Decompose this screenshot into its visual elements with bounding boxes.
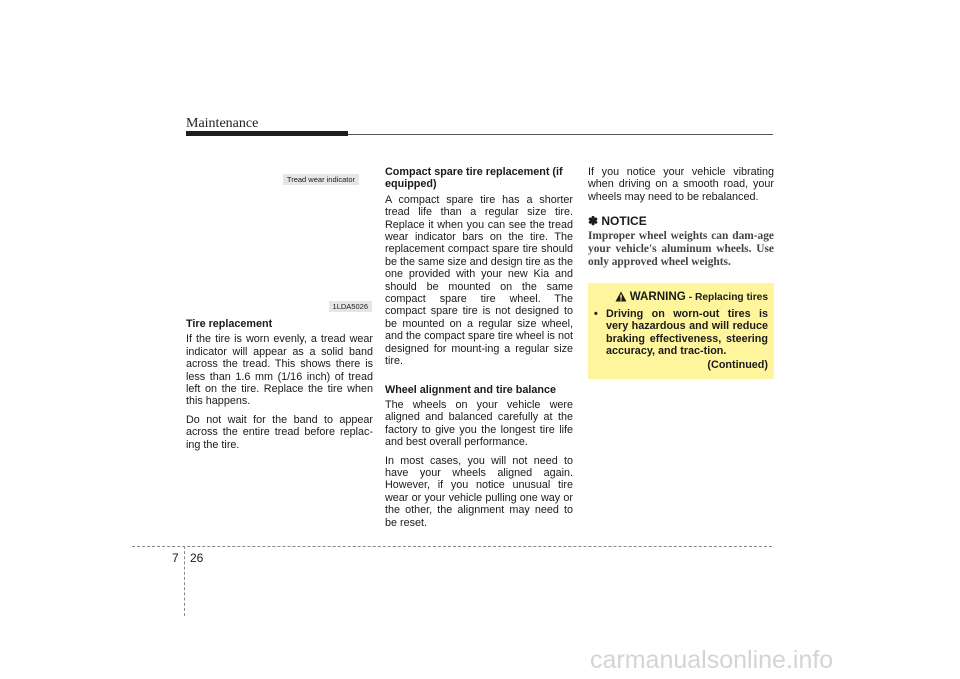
wheel-alignment-paragraph: The wheels on your vehicle were aligned and balanced carefully at the factory to give you the longest tire life and best overall performance. — [385, 398, 573, 449]
column-3 — [588, 166, 774, 379]
tread-wear-figure — [186, 170, 373, 314]
warning-subtitle: - Replacing tires — [688, 291, 768, 303]
wheel-alignment-heading: Wheel alignment and tire balance — [385, 383, 556, 396]
header-bar — [186, 131, 348, 136]
notice-title: ✽ NOTICE — [588, 214, 647, 229]
chapter-number: 7 — [172, 551, 179, 565]
continued-label: (Continued) — [707, 358, 768, 371]
notice-body: Improper wheel weights can dam-age your vehicle's aluminum wheels. Use only approved wheel weights. — [588, 229, 774, 268]
wheel-alignment-paragraph-2: In most cases, you will not need to have your wheels aligned again. However, if you notice unusual tire wear or your vehicle pulling one way or the other, the alignment may need to be reset. — [385, 454, 573, 529]
warning-item — [594, 308, 768, 358]
tire-replacement-heading: Tire replacement — [186, 318, 273, 330]
tire-replacement-paragraph: If the tire is worn evenly, a tread wear indicator will appear as a solid band across the tread. This shows there is less than 1.6 mm (1/16 inch) of tread left on the tire. Replace the tire when this happens. — [186, 333, 373, 408]
warning-title — [594, 291, 768, 305]
compact-spare-heading: Compact spare tire replacement (if equipped) — [385, 166, 563, 191]
watermark: carmanualsonline.info — [590, 646, 834, 674]
page-number: 26 — [190, 551, 204, 565]
figure-code: 1LDA5026 — [329, 301, 372, 312]
column-1 — [186, 170, 373, 457]
figure-caption: Tread wear indicator — [283, 174, 359, 185]
bullet: • — [594, 308, 598, 321]
section-title: Maintenance — [186, 116, 259, 131]
footer-rule — [132, 546, 772, 547]
header-rule — [348, 134, 773, 135]
warning-item-text: Driving on worn-out tires is very hazardous and will reduce braking effectiveness, steering accuracy, and trac-tion. — [606, 308, 768, 358]
warning-box — [588, 283, 774, 379]
column-2 — [385, 166, 573, 535]
footer-vertical-rule — [184, 546, 185, 616]
tire-replacement-paragraph-2: Do not wait for the band to appear across the entire tread before replac-ing the tire. — [186, 413, 373, 451]
warning-triangle-icon — [615, 291, 627, 305]
compact-spare-paragraph: A compact spare tire has a shorter tread life than a regular size tire. Replace it when you can see the tread wear indicator bars on the tire. The replacement compact spare tire should be the same size and design tire as the one provided with your new Kia and should be mounted on the same compact spare tire wheel. The compact spare tire is not designed to be mounted on a regular size wheel, and the compact spare tire wheel is not designed for mount-ing a regular size tire. — [385, 193, 573, 368]
rebalance-paragraph: If you notice your vehicle vibrating when driving on a smooth road, your wheels may need to be rebalanced. — [588, 166, 774, 203]
warning-label: WARNING — [629, 289, 686, 303]
